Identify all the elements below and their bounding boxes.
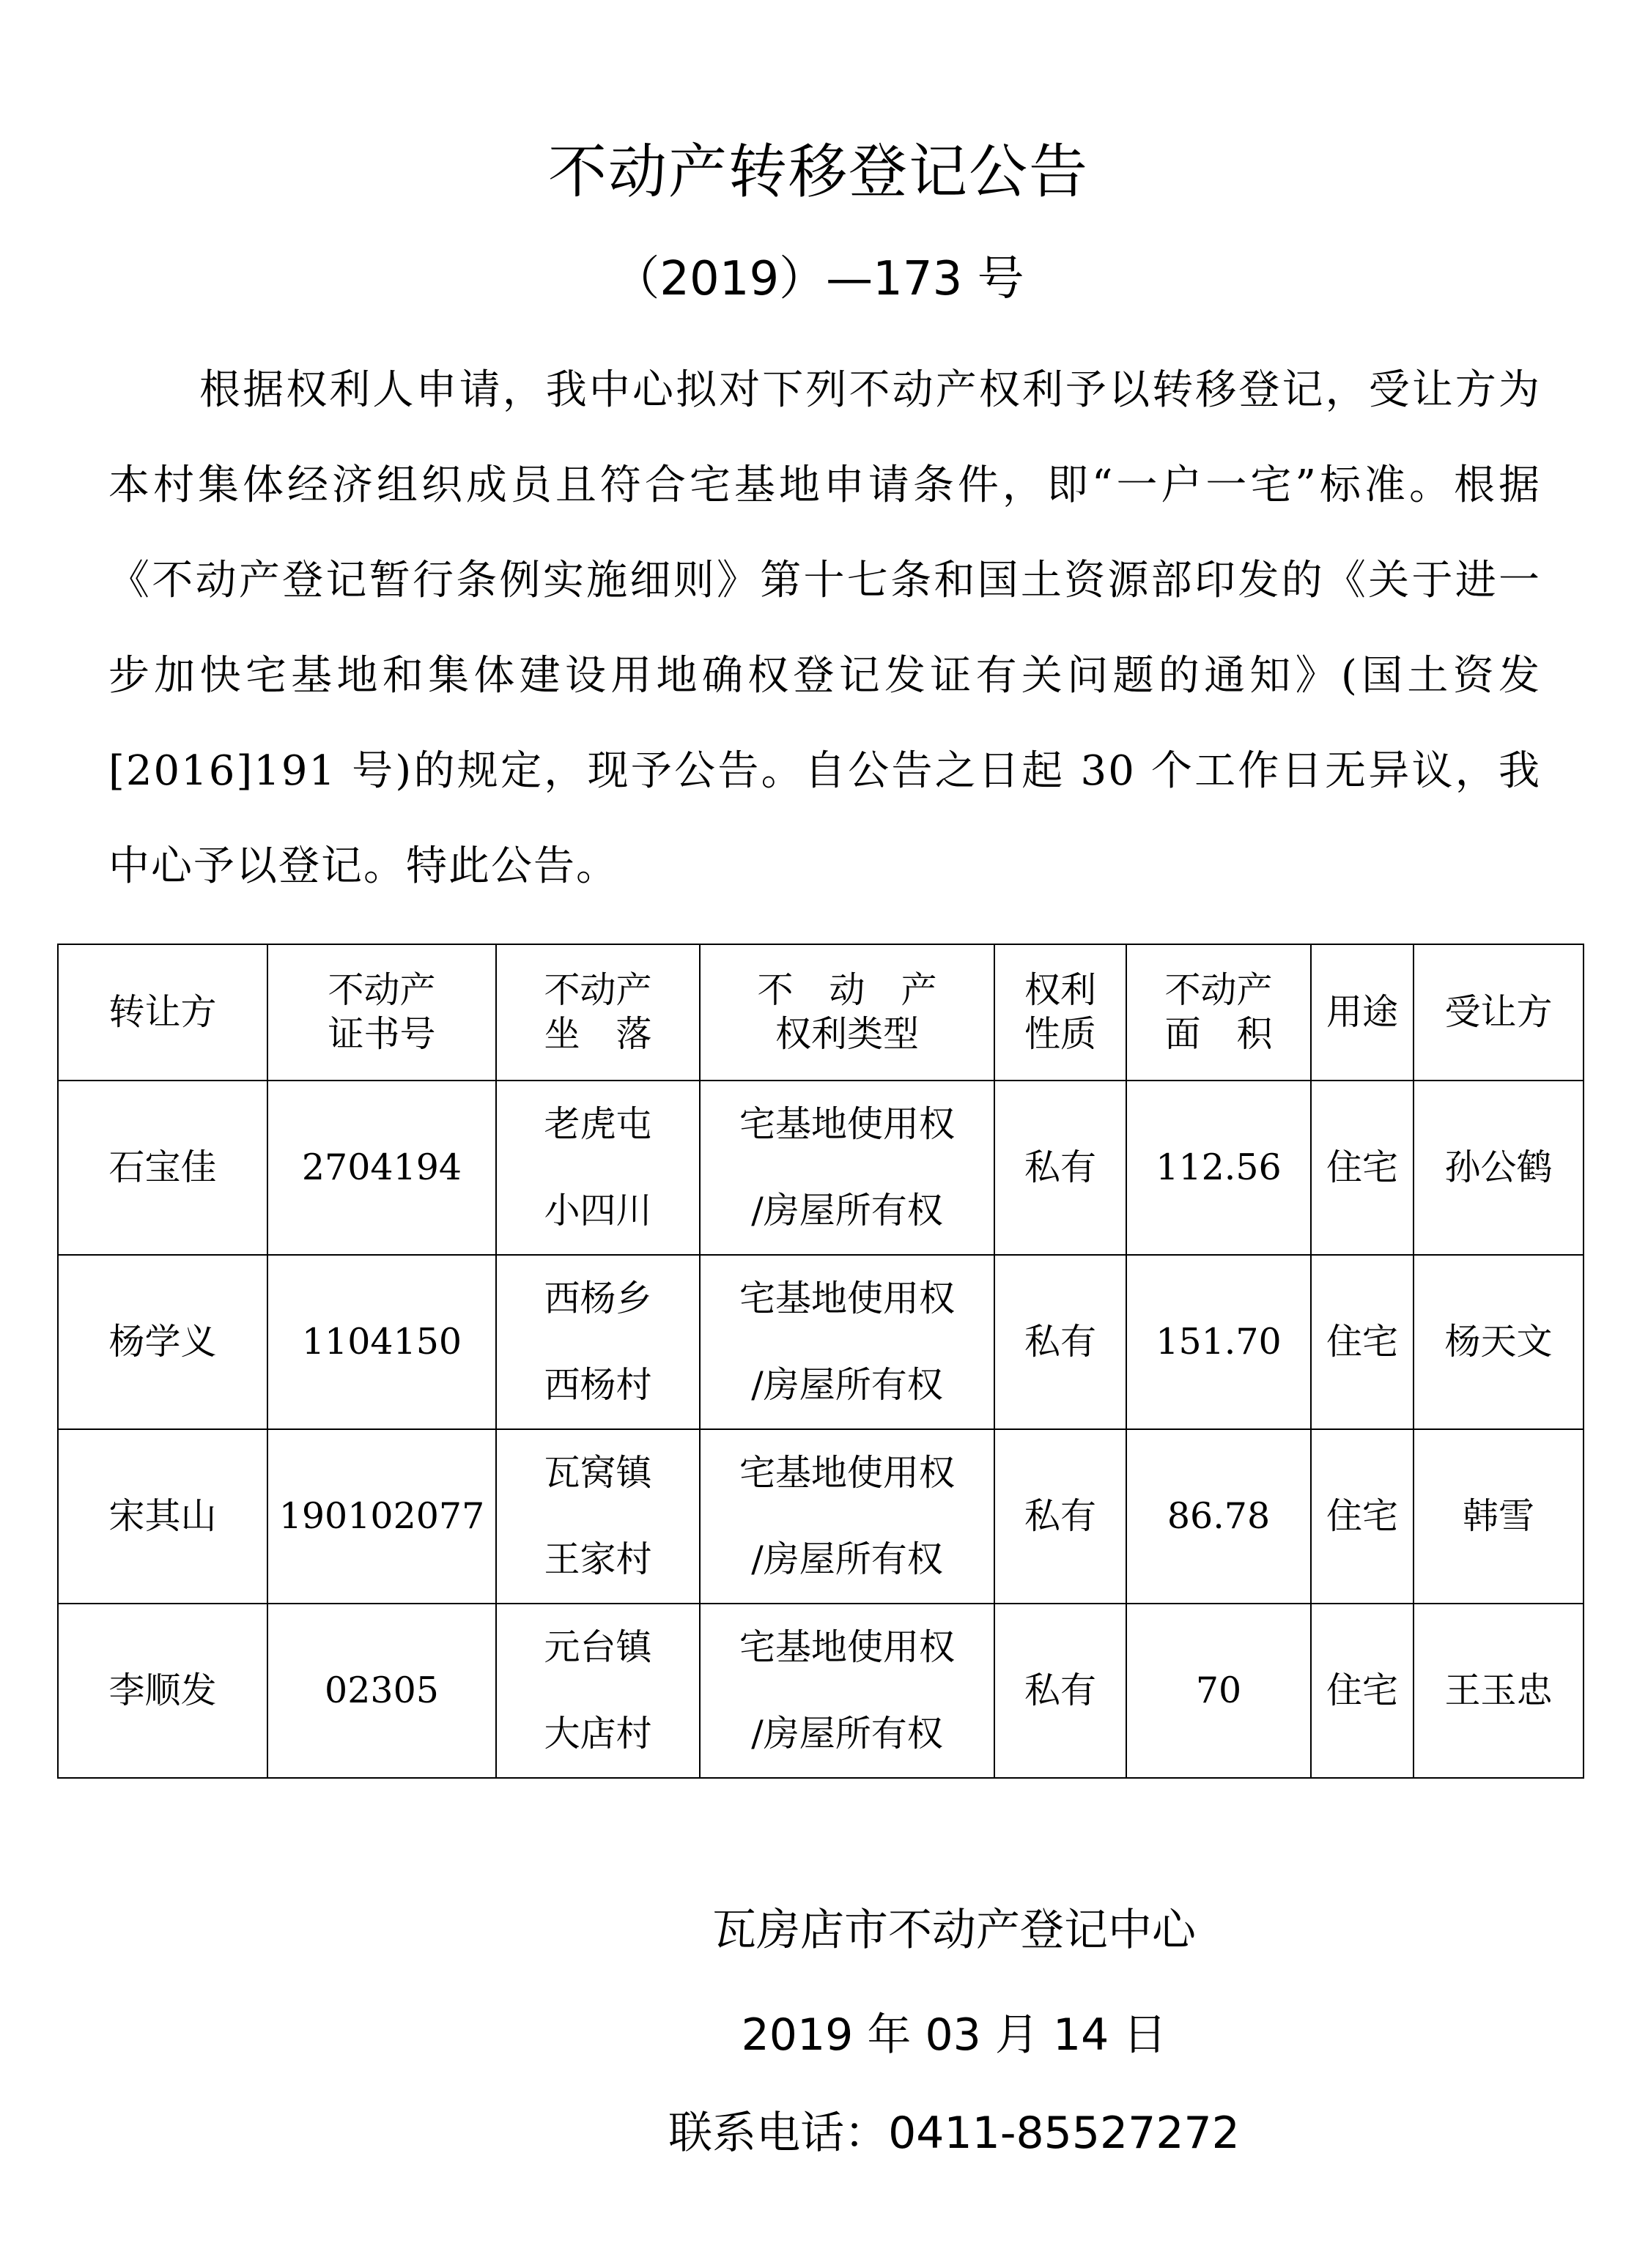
use-cell: 住宅 <box>1311 1081 1414 1255</box>
use-cell: 住宅 <box>1311 1255 1414 1429</box>
right-type-cell: 宅基地使用权 /房屋所有权 <box>700 1081 994 1255</box>
table-row <box>58 1429 1584 1604</box>
right-type-cell: 宅基地使用权 /房屋所有权 <box>700 1255 994 1429</box>
use-cell: 住宅 <box>1311 1429 1414 1604</box>
cert-no-cell: 190102077 <box>267 1429 496 1604</box>
header-location: 不动产 坐 落 <box>496 944 700 1081</box>
notice-body: 根据权利人申请，我中心拟对下列不动产权利予以转移登记，受让方为本村集体经济组织成员且符合宅基地申请条件，即“一户一宅”标准。根据《不动产登记暂行条例实施细则》第十七条和国土资源部印发的《关于进一步加快宅基地和集体建设用地确权登记发证有关问题的通知》(国土资发[2016]191 号)的规定，现予公告。自公告之日起 30 个工作日无异议，我中心予以登记。特此公告。 <box>108 366 1541 890</box>
right-type-cell: 宅基地使用权 /房屋所有权 <box>700 1429 994 1604</box>
area-cell: 112.56 <box>1126 1081 1311 1255</box>
header-right-type: 不 动 产 权利类型 <box>700 944 994 1081</box>
table-row <box>58 1604 1584 1778</box>
area-cell: 70 <box>1126 1604 1311 1778</box>
location-cell: 西杨乡 西杨村 <box>496 1255 700 1429</box>
location-cell: 瓦窝镇 王家村 <box>496 1429 700 1604</box>
document-number: （2019）—173 号 <box>613 252 1024 306</box>
cert-no-cell: 02305 <box>267 1604 496 1778</box>
header-nature: 权利 性质 <box>994 944 1126 1081</box>
location-cell: 元台镇 大店村 <box>496 1604 700 1778</box>
location-cell: 老虎屯 小四川 <box>496 1081 700 1255</box>
header-transferor: 转让方 <box>58 944 267 1081</box>
nature-cell: 私有 <box>994 1429 1126 1604</box>
nature-cell: 私有 <box>994 1255 1126 1429</box>
transferee-cell: 杨天文 <box>1414 1255 1584 1429</box>
issuer-name: 瓦房店市不动产登记中心 <box>712 1905 1196 1956</box>
area-cell: 86.78 <box>1126 1429 1311 1604</box>
header-cert-no: 不动产 证书号 <box>267 944 496 1081</box>
nature-cell: 私有 <box>994 1081 1126 1255</box>
contact-phone: 联系电话：0411-85527272 <box>668 2108 1240 2159</box>
transferor-cell: 杨学义 <box>58 1255 267 1429</box>
use-cell: 住宅 <box>1311 1604 1414 1778</box>
table-row <box>58 1081 1584 1255</box>
transferee-cell: 王玉忠 <box>1414 1604 1584 1778</box>
right-type-cell: 宅基地使用权 /房屋所有权 <box>700 1604 994 1778</box>
transferor-cell: 宋其山 <box>58 1429 267 1604</box>
transferor-cell: 石宝佳 <box>58 1081 267 1255</box>
header-use: 用途 <box>1311 944 1414 1081</box>
cert-no-cell: 1104150 <box>267 1255 496 1429</box>
table-row <box>58 1255 1584 1429</box>
table-header-row <box>58 944 1584 1081</box>
cert-no-cell: 2704194 <box>267 1081 496 1255</box>
transferee-cell: 韩雪 <box>1414 1429 1584 1604</box>
transferee-cell: 孙公鹤 <box>1414 1081 1584 1255</box>
area-cell: 151.70 <box>1126 1255 1311 1429</box>
issue-date: 2019 年 03 月 14 日 <box>741 2009 1167 2061</box>
header-area: 不动产 面 积 <box>1126 944 1311 1081</box>
header-transferee: 受让方 <box>1414 944 1584 1081</box>
nature-cell: 私有 <box>994 1604 1126 1778</box>
transfer-table <box>57 944 1584 1779</box>
transferor-cell: 李顺发 <box>58 1604 267 1778</box>
notice-title: 不动产转移登记公告 <box>548 138 1089 206</box>
